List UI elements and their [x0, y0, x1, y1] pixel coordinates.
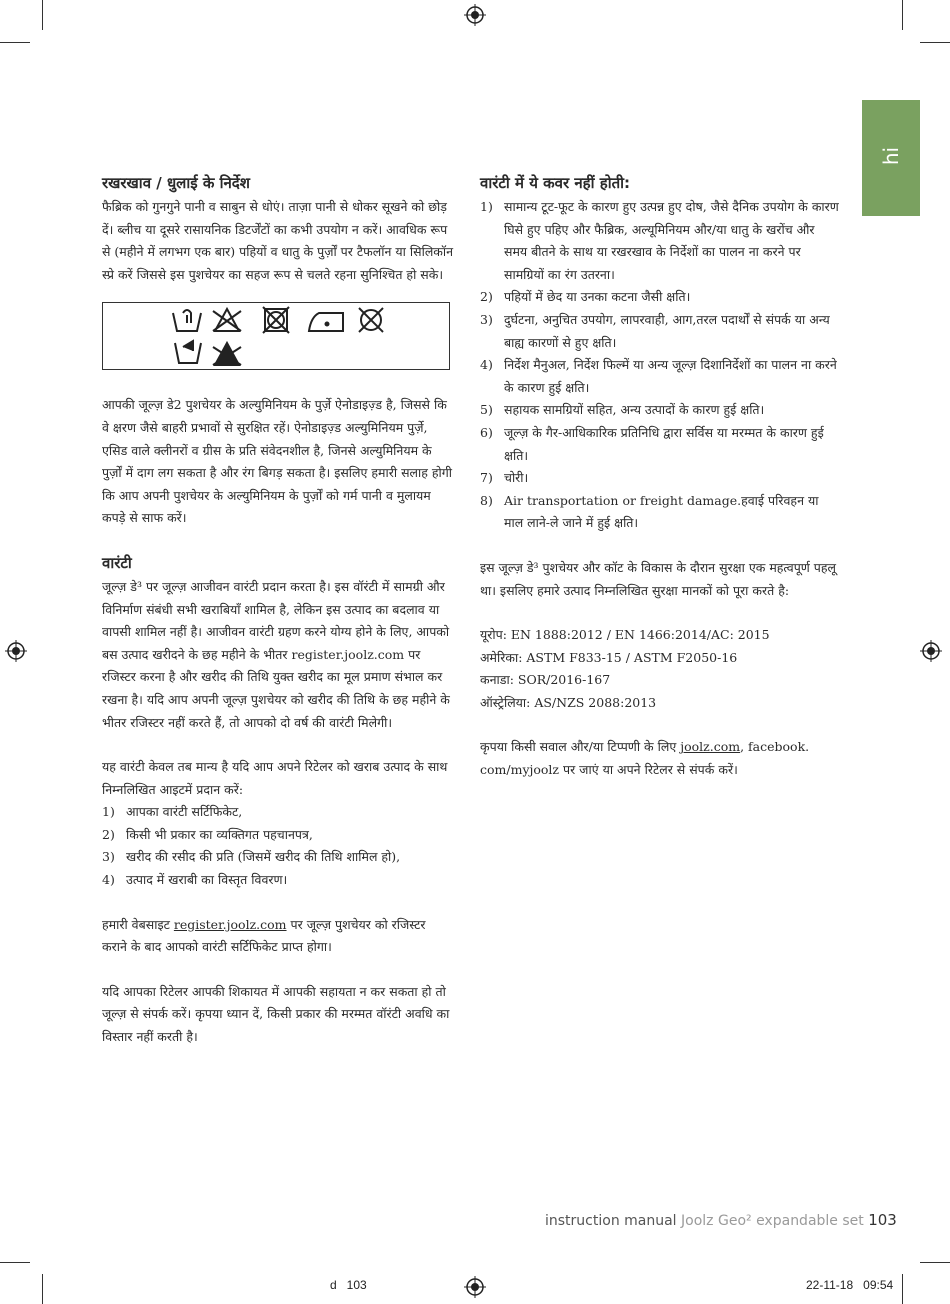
crop-mark	[0, 1262, 30, 1263]
standard-au: ऑस्ट्रेलिया: AS/NZS 2088:2013	[480, 694, 657, 710]
standard-eu: यूरोप: EN 1888:2012 / EN 1466:2014/AC: 2015	[480, 627, 770, 643]
list-item: 3) खरीद की रसीद की प्रति (जिसमें खरीद की तिथि शामिल हो),	[102, 849, 401, 865]
standard-ca: कनाडा: SOR/2016-167	[480, 672, 611, 688]
left-column	[102, 170, 454, 1049]
crop-mark	[920, 1262, 950, 1263]
list-item: 1) सामान्य टूट-फूट के कारण हुए उत्पन्न हुए दोष, जैसे दैनिक उपयोग के कारण घिसे हुए पहिए और फैब्रिक, अल्यूमिनियम और/या धातु के खरोंच और समय बीतने के साथ या रखरखाव के निर्देशों का पालन ना करने पर सामग्रियों का रंग उतरना।	[480, 199, 839, 282]
list-item: 5) सहायक सामग्रियों सहित, अन्य उत्पादों के कारण हुई क्षति।	[480, 402, 765, 418]
list-item: 8) Air transportation or freight damage.हवाई परिवहन या माल लाने-ले जाने में हुई क्षति।	[480, 492, 819, 531]
crop-mark	[902, 1274, 903, 1304]
slug-left: d 103	[330, 1278, 367, 1292]
list-item: 3) दुर्घटना, अनुचित उपयोग, लापरवाही, आग,तरल पदार्थों से संपर्क या अन्य बाह्य कारणों से हुए क्षति।	[480, 311, 830, 350]
warranty-text: जूल्ज़ डे³ पर जूल्ज़ आजीवन वारंटी प्रदान करता है। इस वॉरंटी में सामग्री और विनिर्माण संबंधी सभी खराबियाँ शामिल है, लेकिन इस उत्पाद का बदलाव या वापसी शामिल नहीं है। आजीवन वारंटी ग्रहण करने योग्य होने के लिए, आपको बस उत्पाद खरीदने के छह महीने के भीतर register.joolz.com पर रजिस्टर करना है और खरीद की तिथि युक्त खरीद का मूल प्रमाण संभाल कर रखना है। यदि आप अपनी जूल्ज़ पुशचेयर को खरीद की तिथि के छह महीने के भीतर रजिस्टर नहीं करते हैं, तो आपको दो वर्ष की वारंटी मिलेगी।	[102, 578, 450, 730]
joolz-link[interactable]: joolz.com	[680, 739, 741, 755]
language-tab	[862, 100, 920, 216]
registration-mark-icon	[5, 640, 27, 662]
gentle-hand-wash-icon	[175, 341, 201, 363]
hand-wash-icon	[173, 310, 201, 331]
page-footer	[545, 1211, 897, 1229]
do-not-bleach-filled-icon	[213, 343, 241, 365]
right-column	[480, 170, 840, 782]
register-link[interactable]: register.joolz.com	[173, 916, 287, 932]
language-tab-label: hi	[879, 146, 903, 166]
manual-label: instruction manual	[545, 1213, 677, 1229]
crop-mark	[902, 0, 903, 30]
registration-mark-icon	[464, 4, 486, 26]
valid-intro: यह वारंटी केवल तब मान्य है यदि आप अपने रिटेलर को खराब उत्पाद के साथ निम्नलिखित आइटमें प्रदान करें:	[102, 759, 448, 797]
retailer-text: यदि आपका रिटेलर आपकी शिकायत में आपकी सहायता न कर सकता हो तो जूल्ज़ से संपर्क करें। कृपया ध्यान दें, किसी प्रकार की मरम्मत वॉरंटी अवधि का विस्तार नहीं करती है।	[102, 983, 450, 1045]
registration-mark-icon	[464, 1276, 486, 1298]
care-heading: रखरखाव / धुलाई के निर्देश	[102, 174, 250, 192]
list-item: 4) निर्देश मैनुअल, निर्देश फिल्में या अन्य जूल्ज़ दिशानिर्देशों का पालन ना करने के कारण हुई क्षति।	[480, 357, 837, 395]
do-not-tumble-dry-icon	[263, 307, 289, 333]
not-covered-list	[480, 196, 840, 535]
list-item: 6) जूल्ज़ के गैर-आधिकारिक प्रतिनिधि द्वारा सर्विस या मरम्मत के कारण हुई क्षति।	[480, 424, 824, 463]
not-covered-heading: वारंटी में ये कवर नहीं होती:	[480, 174, 631, 192]
crop-mark	[42, 0, 43, 30]
list-item: 4) उत्पाद में खराबी का विस्तृत विवरण।	[102, 872, 288, 888]
valid-items-list	[102, 801, 454, 891]
page-number: 103	[868, 1211, 897, 1229]
list-item: 1) आपका वारंटी सर्टिफिकेट,	[102, 804, 243, 820]
care-symbols-box	[102, 302, 450, 370]
do-not-dry-clean-icon	[359, 308, 383, 332]
website-text: हमारी वेबसाइट register.joolz.com पर जूल्ज़ पुशचेयर को रजिस्टर कराने के बाद आपको वारंटी सर्टिफिकेट प्राप्त होगा।	[102, 916, 426, 955]
brand-label: Joolz Geo² expandable set	[681, 1213, 864, 1229]
crop-mark	[0, 42, 30, 43]
standard-us: अमेरिका: ASTM F833-15 / ASTM F2050-16	[480, 649, 738, 665]
do-not-bleach-icon	[213, 309, 241, 331]
safety-text: इस जूल्ज़ डे³ पुशचेयर और कॉट के विकास के दौरान सुरक्षा एक महत्वपूर्ण पहलू था। इसलिए हमारे उत्पाद निम्नलिखित सुरक्षा मानकों को पूरा करते है:	[480, 559, 837, 598]
slug-right: 22-11-18 09:54	[806, 1278, 894, 1292]
list-item: 7) चोरी।	[480, 470, 529, 486]
registration-mark-icon	[920, 640, 942, 662]
list-item: 2) किसी भी प्रकार का व्यक्तिगत पहचानपत्र,	[102, 826, 313, 842]
crop-mark	[920, 42, 950, 43]
low-iron-icon	[309, 313, 343, 331]
contact-text: कृपया किसी सवाल और/या टिप्पणी के लिए joolz.com, facebook. com/myjoolz पर जाएं या अपने रिटेलर से संपर्क करें।	[480, 739, 810, 778]
list-item: 2) पहियों में छेद या उनका कटना जैसी क्षति।	[480, 289, 691, 305]
care-text: फैब्रिक को गुनगुने पानी व साबुन से धोएं। ताज़ा पानी से धोकर सूखने को छोड़ दें। ब्लीच या दूसरे रासायनिक डिटर्जेंटों का कभी उपयोग न करें। आवधिक रूप से (महीने में लगभग एक बार) पहियों व धातु के पुर्ज़ों पर टैफलॉन या सिलिकॉन स्प्रे करें जिससे इस पुशचेयर का सहज रूप से चलते रहना सुनिश्चित हो सके।	[102, 199, 454, 282]
warranty-heading: वारंटी	[102, 553, 132, 572]
crop-mark	[42, 1274, 43, 1304]
aluminium-text: आपकी जूल्ज़ डे2 पुशचेयर के अल्युमिनियम के पुर्ज़े ऐनोडाइज़्ड है, जिससे कि वे क्षरण जैसे बाहरी प्रभावों से सुरक्षित रहें। ऐनोडाइज़्ड अल्युमिनियम पुर्ज़े, एसिड वाले क्लीनरों व ग्रीस के प्रति संवेदनशील है, जिनसे अल्युमिनियम के पुर्ज़ों में दाग लग सकता है और रंग बिगड़ सकता है। इसलिए हमारी सलाह होगी कि आप अपनी पुशचेयर के अल्युमिनियम के पुर्ज़ों को गर्म पानी व मुलायम कपड़े से साफ करें।	[102, 397, 452, 526]
